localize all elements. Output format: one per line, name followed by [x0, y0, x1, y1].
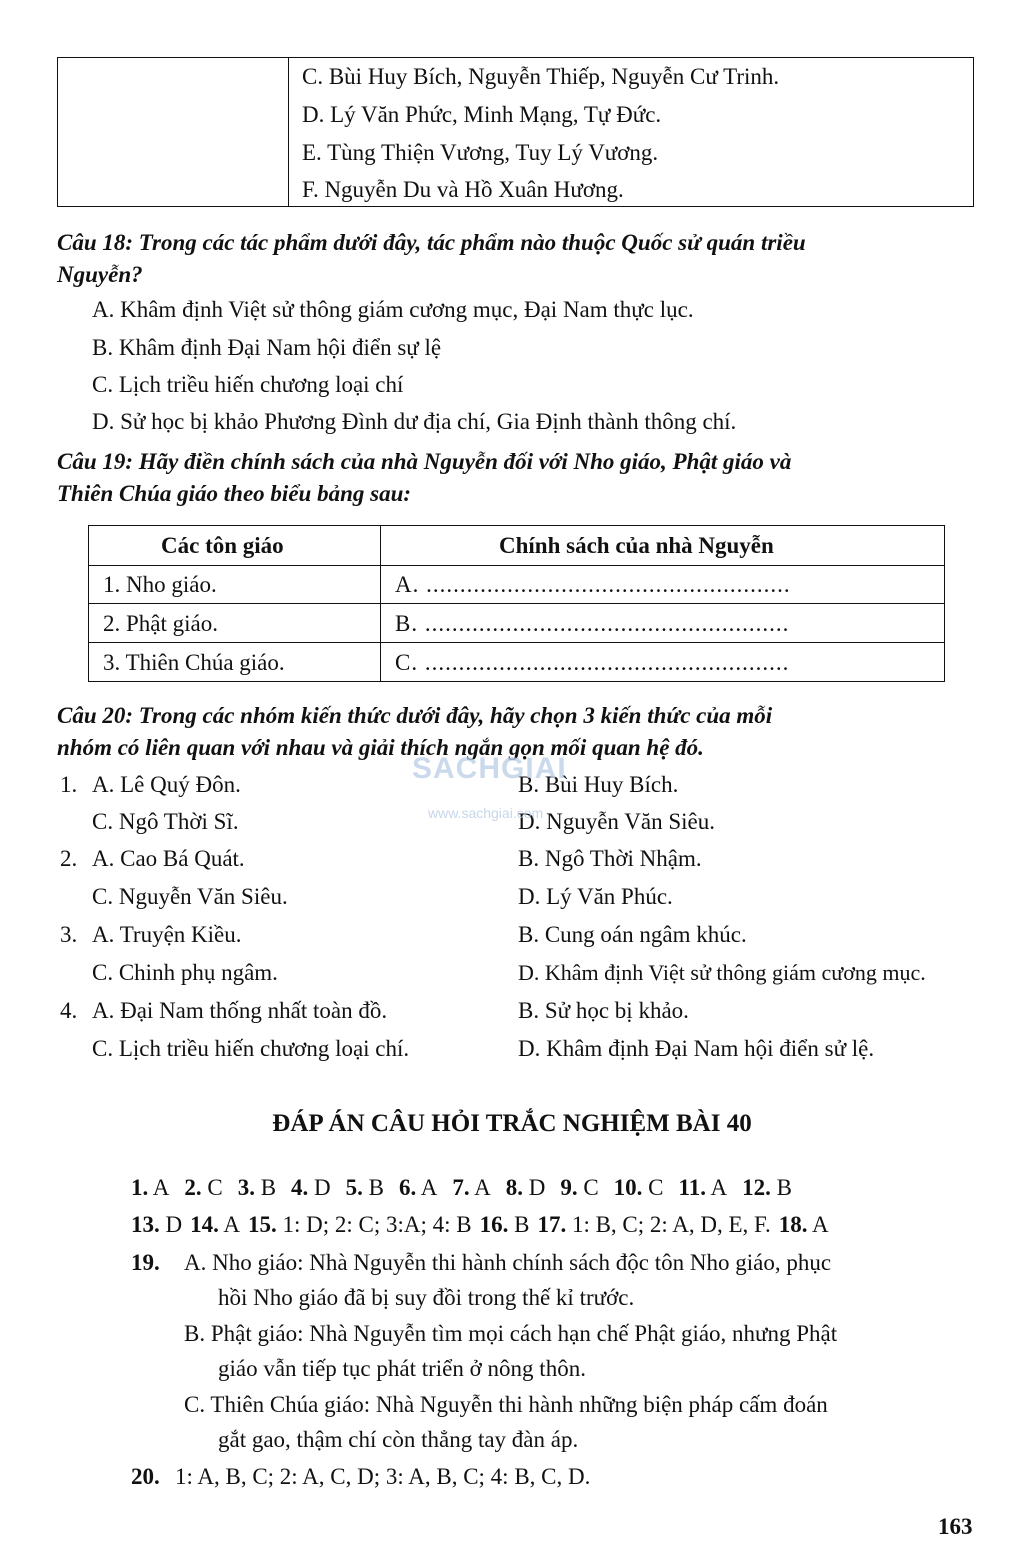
table-divider: [288, 58, 289, 206]
answer-20-text: 1: A, B, C; 2: A, C, D; 3: A, B, C; 4: B, C, D.: [175, 1464, 591, 1489]
group-2-option-d: D. Lý Văn Phúc.: [518, 884, 673, 909]
answer-item: [679, 1175, 728, 1200]
answer-number: 1.: [131, 1175, 149, 1200]
answer-number: 13.: [131, 1212, 160, 1237]
table-cell-policy-b: B. ......................................................: [395, 611, 790, 636]
answer-value: B: [508, 1212, 530, 1237]
group-number: 4.: [60, 998, 78, 1023]
answer-item: [742, 1175, 792, 1200]
q18-option-c: C. Lịch triều hiến chương loại chí: [92, 372, 404, 397]
table-cell-policy-c: C. ......................................................: [395, 650, 790, 675]
q18-option-a: A. Khâm định Việt sử thông giám cương mục, Đại Nam thực lục.: [92, 297, 694, 322]
option-e: E. Tùng Thiện Vương, Tuy Lý Vương.: [302, 140, 659, 165]
religion-policy-table: [88, 525, 945, 682]
answer-item: [614, 1175, 664, 1200]
group-2-option-b: B. Ngô Thời Nhậm.: [518, 846, 702, 871]
answer-value: 1: B, C; 2: A, D, E, F.: [566, 1212, 771, 1237]
group-number: 3.: [60, 922, 78, 947]
answer-value: A: [469, 1175, 491, 1200]
question-19-line1: Câu 19: Hãy điền chính sách của nhà Nguyễn đối với Nho giáo, Phật giáo và: [57, 449, 792, 474]
option-d: D. Lý Văn Phức, Minh Mạng, Tự Đức.: [302, 102, 662, 127]
option-c: C. Bùi Huy Bích, Nguyễn Thiếp, Nguyễn Cư Trinh.: [302, 64, 780, 89]
answer-value: B: [362, 1175, 384, 1200]
watermark-url: www.sachgiai.com: [428, 805, 544, 821]
answer-value: C: [577, 1175, 599, 1200]
answer-number: 3.: [237, 1175, 255, 1200]
table-cell-religion-3: 3. Thiên Chúa giáo.: [103, 650, 285, 675]
group-4-option-a: A. Đại Nam thống nhất toàn đồ.: [92, 998, 388, 1023]
answer-value: B: [770, 1175, 792, 1200]
answer-19-b-line1: B. Phật giáo: Nhà Nguyễn tìm mọi cách hạn chế Phật giáo, nhưng Phật: [184, 1321, 838, 1346]
question-20-line1: Câu 20: Trong các nhóm kiến thức dưới đây, hãy chọn 3 kiến thức của mỗi: [57, 703, 773, 728]
answer-number: 5.: [345, 1175, 363, 1200]
answer-number: 17.: [537, 1212, 567, 1237]
group-1-option-d: D. Nguyễn Văn Siêu.: [518, 809, 715, 834]
answer-number: 14.: [190, 1212, 219, 1237]
table-cell-policy-a: A. ......................................................: [395, 572, 791, 597]
group-3-option-c: C. Chinh phụ ngâm.: [92, 960, 278, 985]
answer-item: [291, 1175, 331, 1200]
group-1-option-a: A. Lê Quý Đôn.: [92, 772, 241, 797]
answer-value: D: [522, 1175, 546, 1200]
q18-option-d: D. Sử học bị khảo Phương Đình dư địa chí, Gia Định thành thông chí.: [92, 409, 737, 434]
group-4-option-c: C. Lịch triều hiến chương loại chí.: [92, 1036, 410, 1061]
answer-19-c-line2: gắt gao, thậm chí còn thẳng tay đàn áp.: [218, 1427, 579, 1452]
option-f: F. Nguyễn Du và Hồ Xuân Hương.: [302, 177, 624, 202]
q18-option-b: B. Khâm định Đại Nam hội điển sự lệ: [92, 335, 442, 360]
table-header-religions: Các tôn giáo: [161, 533, 284, 558]
answer-number: 2.: [184, 1175, 202, 1200]
answer-item: [480, 1212, 530, 1237]
answer-item: [190, 1212, 240, 1237]
answer-value: A: [416, 1175, 438, 1200]
answer-item: [131, 1175, 169, 1200]
answer-item: [248, 1212, 472, 1237]
question-18: [57, 227, 975, 291]
answer-number: 8.: [505, 1175, 523, 1200]
answer-number: 10.: [613, 1175, 643, 1200]
question-19-line2: Thiên Chúa giáo theo biểu bảng sau:: [57, 481, 412, 506]
options-table-continuation: [57, 57, 974, 207]
group-number: 2.: [60, 846, 78, 871]
answer-20-number: 20.: [131, 1464, 160, 1489]
answer-item: [560, 1175, 598, 1200]
table-cell-religion-2: 2. Phật giáo.: [103, 611, 218, 636]
group-3-option-b: B. Cung oán ngâm khúc.: [518, 922, 747, 947]
answer-item: [184, 1175, 222, 1200]
group-3-option-d: D. Khâm định Việt sử thông giám cương mục.: [518, 960, 926, 985]
table-row-divider: [89, 603, 944, 604]
table-row-divider: [89, 642, 944, 643]
answers-row-2: [131, 1212, 837, 1238]
answer-item: [537, 1212, 770, 1237]
answer-number: 6.: [399, 1175, 417, 1200]
answers-row-1: [131, 1175, 807, 1201]
group-1-option-b: B. Bùi Huy Bích.: [518, 772, 679, 797]
group-2-option-a: A. Cao Bá Quát.: [92, 846, 245, 871]
answer-item: [779, 1212, 829, 1237]
answer-number: 15.: [247, 1212, 277, 1237]
answer-value: A: [148, 1175, 170, 1200]
answer-number: 9.: [560, 1175, 578, 1200]
answer-19-c-line1: C. Thiên Chúa giáo: Nhà Nguyễn thi hành những biện pháp cấm đoán: [184, 1392, 828, 1417]
group-4-option-d: D. Khâm định Đại Nam hội điển sử lệ.: [518, 1036, 875, 1061]
group-2-option-c: C. Nguyễn Văn Siêu.: [92, 884, 288, 909]
question-18-line1: Câu 18: Trong các tác phẩm dưới đây, tác phẩm nào thuộc Quốc sử quán triều: [57, 230, 806, 255]
table-cell-religion-1: 1. Nho giáo.: [103, 572, 217, 597]
answer-value: 1: D; 2: C; 3:A; 4: B: [276, 1212, 472, 1237]
answer-value: D: [308, 1175, 331, 1200]
answer-number: 4.: [291, 1175, 309, 1200]
question-19: [57, 446, 975, 510]
watermark-logo: SACHGIAI: [412, 752, 567, 785]
group-3-option-a: A. Truyện Kiều.: [92, 922, 242, 947]
answer-value: A: [218, 1212, 240, 1237]
answer-value: A: [705, 1175, 728, 1200]
answer-19-b-line2: giáo vẫn tiếp tục phát triển ở nông thôn.: [218, 1356, 586, 1381]
answer-item: [399, 1175, 437, 1200]
answer-item: [506, 1175, 546, 1200]
table-row-divider: [89, 565, 944, 566]
answer-item: [131, 1212, 182, 1237]
answer-item: [346, 1175, 384, 1200]
answer-number: 7.: [452, 1175, 470, 1200]
group-number: 1.: [60, 772, 78, 797]
table-header-policy: Chính sách của nhà Nguyễn: [499, 533, 774, 558]
page-number: 163: [938, 1514, 973, 1539]
answer-value: B: [254, 1175, 277, 1200]
answer-item: [238, 1175, 276, 1200]
answer-19-a-line2: hồi Nho giáo đã bị suy đồi trong thế kỉ trước.: [218, 1285, 635, 1310]
answer-number: 12.: [742, 1175, 771, 1200]
answer-number: 16.: [479, 1212, 509, 1237]
answer-item: [452, 1175, 490, 1200]
question-18-line2: Nguyễn?: [57, 262, 143, 287]
answer-19-a-line1: A. Nho giáo: Nhà Nguyễn thi hành chính sách độc tôn Nho giáo, phục: [184, 1250, 832, 1275]
answer-value: A: [807, 1212, 829, 1237]
answers-heading: ĐÁP ÁN CÂU HỎI TRẮC NGHIỆM BÀI 40: [272, 1110, 752, 1137]
answer-19-number: 19.: [131, 1250, 160, 1275]
answer-number: 11.: [678, 1175, 706, 1200]
answer-value: D: [159, 1212, 183, 1237]
group-4-option-b: B. Sử học bị khảo.: [518, 998, 689, 1023]
answer-value: C: [642, 1175, 664, 1200]
question-20-line2: nhóm có liên quan với nhau và giải thích ngắn gọn mối quan hệ đó.: [57, 735, 704, 760]
group-1-option-c: C. Ngô Thời Sĩ.: [92, 809, 239, 834]
answer-number: 18.: [778, 1212, 808, 1237]
answer-value: C: [201, 1175, 223, 1200]
